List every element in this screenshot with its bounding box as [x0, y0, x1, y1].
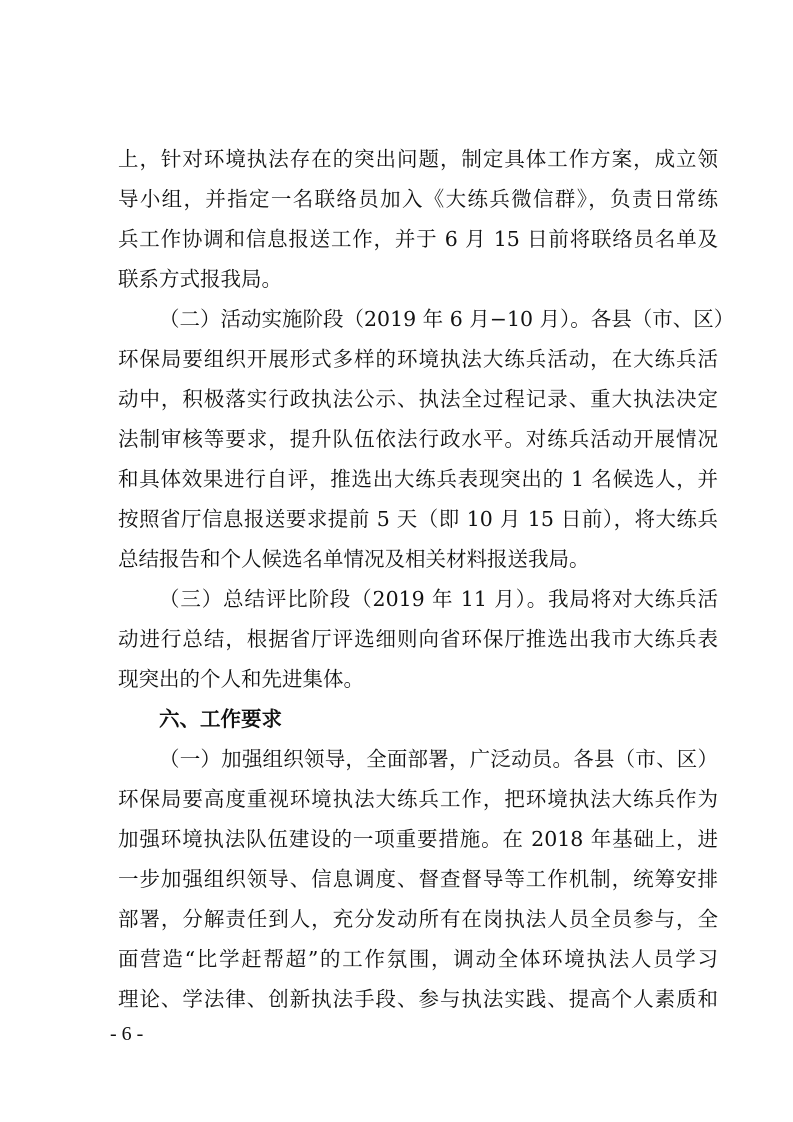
paragraph-line: 导小组，并指定一名联络员加入《大练兵微信群》，负责日常练: [118, 187, 718, 211]
paragraph-line: 理论、学法律、创新执法手段、参与执法实践、提高个人素质和: [118, 987, 718, 1011]
paragraph-line: 动进行总结，根据省厅评选细则向省环保厅推选出我市大练兵表: [118, 627, 718, 651]
paragraph-line: 环保局要组织开展形式多样的环境执法大练兵活动，在大练兵活: [118, 347, 718, 371]
paragraph-line: 现突出的个人和先进集体。: [118, 667, 364, 691]
page-number: - 6 -: [110, 1023, 144, 1045]
paragraph-line: 总结报告和个人候选名单情况及相关材料报送我局。: [118, 547, 590, 571]
paragraph-first-line: [159, 579, 718, 619]
subheading-implementation-stage: （二）活动实施阶段: [159, 307, 344, 331]
paragraph-text: （2019 年 6 月−10 月）。各县（市、区）: [343, 307, 735, 331]
paragraph-first-line: [159, 299, 735, 339]
paragraph-line: 动中，积极落实行政执法公示、执法全过程记录、重大执法决定: [118, 387, 718, 411]
paragraph-line: 联系方式报我局。: [118, 267, 282, 291]
paragraph-text: （2019 年 11 月）。我局将对大练兵活: [351, 587, 718, 611]
paragraph-first-line: [159, 739, 718, 779]
paragraph-line: 面营造“比学赶帮超”的工作氛围，调动全体环境执法人员学习: [118, 947, 718, 971]
subheading-summary-stage: （三）总结评比阶段: [159, 587, 352, 611]
section-title: 六、工作要求: [159, 707, 282, 731]
paragraph-line: 和具体效果进行自评，推选出大练兵表现突出的 1 名候选人，并: [118, 467, 718, 491]
paragraph-line: 部署，分解责任到人，充分发动所有在岗执法人员全员参与，全: [118, 907, 718, 931]
paragraph-line: 加强环境执法队伍建设的一项重要措施。在 2018 年基础上，进: [118, 827, 718, 851]
paragraph-line: 上，针对环境执法存在的突出问题，制定具体工作方案，成立领: [118, 147, 718, 171]
paragraph-line: 按照省厅信息报送要求提前 5 天（即 10 月 15 日前），将大练兵: [118, 507, 718, 531]
paragraph-line: 兵工作协调和信息报送工作，并于 6 月 15 日前将联络员名单及: [118, 227, 718, 251]
paragraph-line: 环保局要高度重视环境执法大练兵工作，把环境执法大练兵作为: [118, 787, 718, 811]
paragraph-text: 。各县（市、区）: [552, 747, 719, 771]
subheading-organization: （一）加强组织领导，全面部署，广泛动员: [159, 747, 553, 771]
paragraph-line: 法制审核等要求，提升队伍依法行政水平。对练兵活动开展情况: [118, 427, 718, 451]
paragraph-line: 一步加强组织领导、信息调度、督查督导等工作机制，统筹安排: [118, 867, 718, 891]
